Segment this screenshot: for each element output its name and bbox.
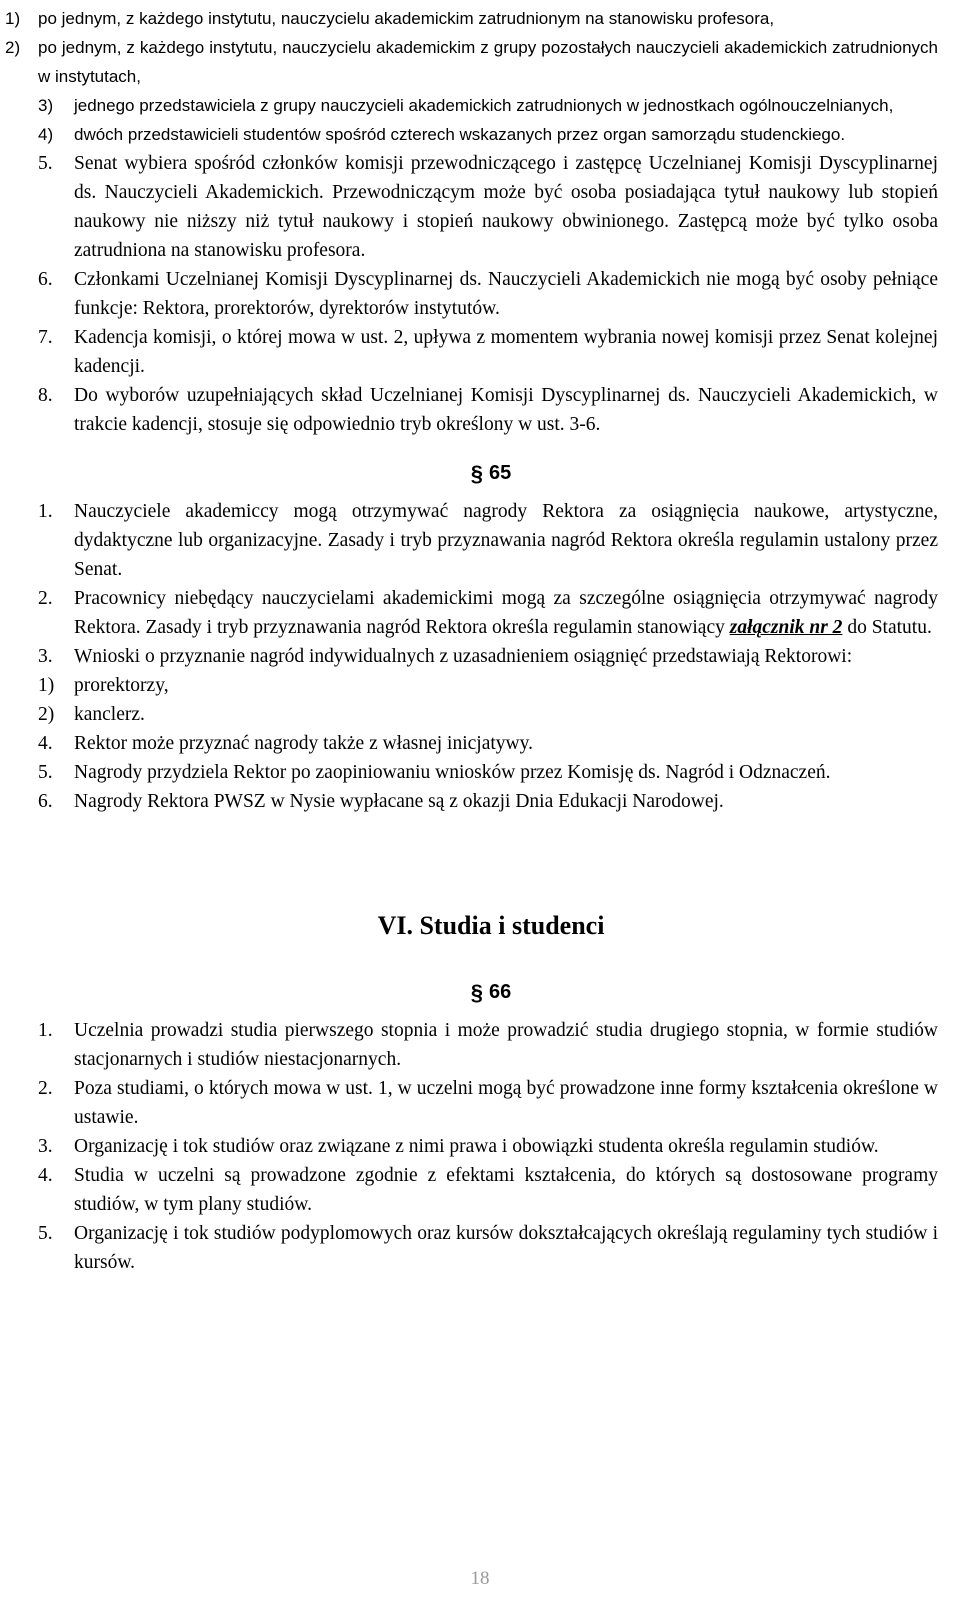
paragraph-heading-65 [0, 447, 960, 497]
item-text: po jednym, z każdego instytutu, nauczycielu akademickim z grupy pozostałych nauczycieli akademickich zatrudnionych w instytutach, [38, 38, 938, 86]
member-list [0, 4, 960, 1277]
item-text: Rektor może przyznać nagrody także z własnej inicjatywy. [74, 733, 533, 754]
item-number: 6. [38, 791, 53, 812]
section-sign: § [470, 461, 483, 486]
item-text: jednego przedstawiciela z grupy nauczycieli akademickich zatrudnionych w jednostkach ogólnouczelnianych, [74, 96, 894, 115]
item-text: dwóch przedstawicieli studentów spośród czterech wskazanych przez organ samorządu studenckiego. [74, 125, 846, 144]
item-number: 7. [38, 327, 53, 348]
list-item [0, 787, 960, 816]
list-item [0, 149, 960, 265]
item-number: 5. [38, 762, 53, 783]
item-number: 1. [38, 501, 53, 522]
item-number: 4) [38, 125, 54, 144]
chapter-title: VI. Studia i studenci [377, 911, 605, 940]
item-number: 2) [5, 38, 21, 57]
page-number: 18 [470, 1568, 490, 1589]
item-text: po jednym, z każdego instytutu, nauczycielu akademickim zatrudnionym na stanowisku profesora, [38, 9, 775, 28]
list-item [0, 4, 960, 33]
list-item [0, 1219, 960, 1277]
item-text: Uczelnia prowadzi studia pierwszego stopnia i może prowadzić studia drugiego stopnia, w formie studiów stacjonarnych i studiów niestacjonarnych. [74, 1020, 938, 1070]
item-text: Poza studiami, o których mowa w ust. 1, w uczelni mogą być prowadzone inne formy kształcenia określone w ustawie. [74, 1078, 938, 1128]
list-item [0, 381, 960, 439]
item-text: Członkami Uczelnianej Komisji Dyscyplinarnej ds. Nauczycieli Akademickich nie mogą być osoby pełniące funkcje: Rektora, prorektorów, dyrektorów instytutów. [74, 269, 938, 319]
item-text: Pracownicy niebędący nauczycielami akademickimi mogą za szczególne osiągnięcia otrzymywać nagrody Rektora. Zasady i tryb przyznawania nagród Rektora określa regulamin stanowiący [74, 588, 938, 638]
item-text: Nauczyciele akademiccy mogą otrzymywać nagrody Rektora za osiągnięcia naukowe, artystyczne, dydaktyczne lub organizacyjne. Zasady i tryb przyznawania nagród Rektora określa regulamin ustalony przez Senat. [74, 501, 938, 580]
item-text: Nagrody Rektora PWSZ w Nysie wypłacane są z okazji Dnia Edukacji Narodowej. [74, 791, 724, 812]
sub-item-text: kanclerz. [74, 704, 145, 725]
list-item [0, 1132, 960, 1161]
item-number: 1. [38, 1020, 53, 1041]
paragraph-number: 66 [489, 981, 512, 1003]
item-number: 8. [38, 385, 53, 406]
item-number: 3. [38, 1136, 53, 1157]
item-text: Kadencja komisji, o której mowa w ust. 2, upływa z momentem wybrania nowej komisji przez Senat kolejnej kadencji. [74, 327, 938, 377]
item-text: Do wyborów uzupełniających skład Uczelnianej Komisji Dyscyplinarnej ds. Nauczycieli Akademickich, w trakcie kadencji, stosuje się odpowiednio tryb określony w ust. 3-6. [74, 385, 938, 435]
item-number: 3) [38, 96, 54, 115]
list-item [0, 1016, 960, 1074]
list-item [0, 758, 960, 787]
sub-item [0, 671, 960, 700]
item-number: 3. [38, 646, 53, 667]
paragraph-heading-66 [0, 966, 960, 1016]
paragraph-number: 65 [489, 462, 512, 484]
list-item [0, 265, 960, 323]
item-text: Senat wybiera spośród członków komisji przewodniczącego i zastępcę Uczelnianej Komisji Dyscyplinarnej ds. Nauczycieli Akademickich. Przewodniczącym może być osoba posiadająca tytuł naukowy lub stopień naukowy nie niższy niż tytuł naukowy i stopień naukowy obwinionego. Zastępcą może być tylko osoba zatrudniona na stanowisku profesora. [74, 153, 938, 261]
list-item [0, 323, 960, 381]
item-text: Wnioski o przyznanie nagród indywidualnych z uzasadnieniem osiągnięć przedstawiają Rektorowi: [74, 646, 853, 667]
item-number: 5. [38, 1223, 53, 1244]
item-number: 4. [38, 733, 53, 754]
section-sign: § [470, 980, 483, 1005]
item-number: 1) [5, 9, 21, 28]
list-item [0, 497, 960, 584]
list-item [0, 33, 960, 91]
section-a [0, 149, 960, 439]
item-text-end: do Statutu. [842, 617, 932, 638]
item-text: Organizację i tok studiów oraz związane z nimi prawa i obowiązki studenta określa regulamin studiów. [74, 1136, 879, 1157]
list-item [0, 584, 960, 642]
section-65 [0, 497, 960, 816]
list-item [0, 642, 960, 671]
section-66 [0, 1016, 960, 1277]
item-number: 5. [38, 153, 53, 174]
list-item [0, 91, 960, 120]
attachment-reference: załącznik nr 2 [729, 617, 843, 638]
sub-item-number: 1) [38, 675, 55, 696]
list-item [0, 1161, 960, 1219]
item-text: Studia w uczelni są prowadzone zgodnie z efektami kształcenia, do których są dostosowane programy studiów, w tym plany studiów. [74, 1165, 938, 1215]
sub-item [0, 700, 960, 729]
sub-item-text: prorektorzy, [74, 675, 169, 696]
item-number: 4. [38, 1165, 53, 1186]
item-number: 2. [38, 1078, 53, 1099]
list-item [0, 120, 960, 149]
list-item [0, 729, 960, 758]
item-number: 2. [38, 588, 53, 609]
item-text: Nagrody przydziela Rektor po zaopiniowaniu wniosków przez Komisję ds. Nagród i Odznaczeń. [74, 762, 831, 783]
list-item [0, 1074, 960, 1132]
sub-item-number: 2) [38, 704, 55, 725]
item-number: 6. [38, 269, 53, 290]
item-text: Organizację i tok studiów podyplomowych oraz kursów dokształcających określają regulaminy tych studiów i kursów. [74, 1223, 938, 1273]
